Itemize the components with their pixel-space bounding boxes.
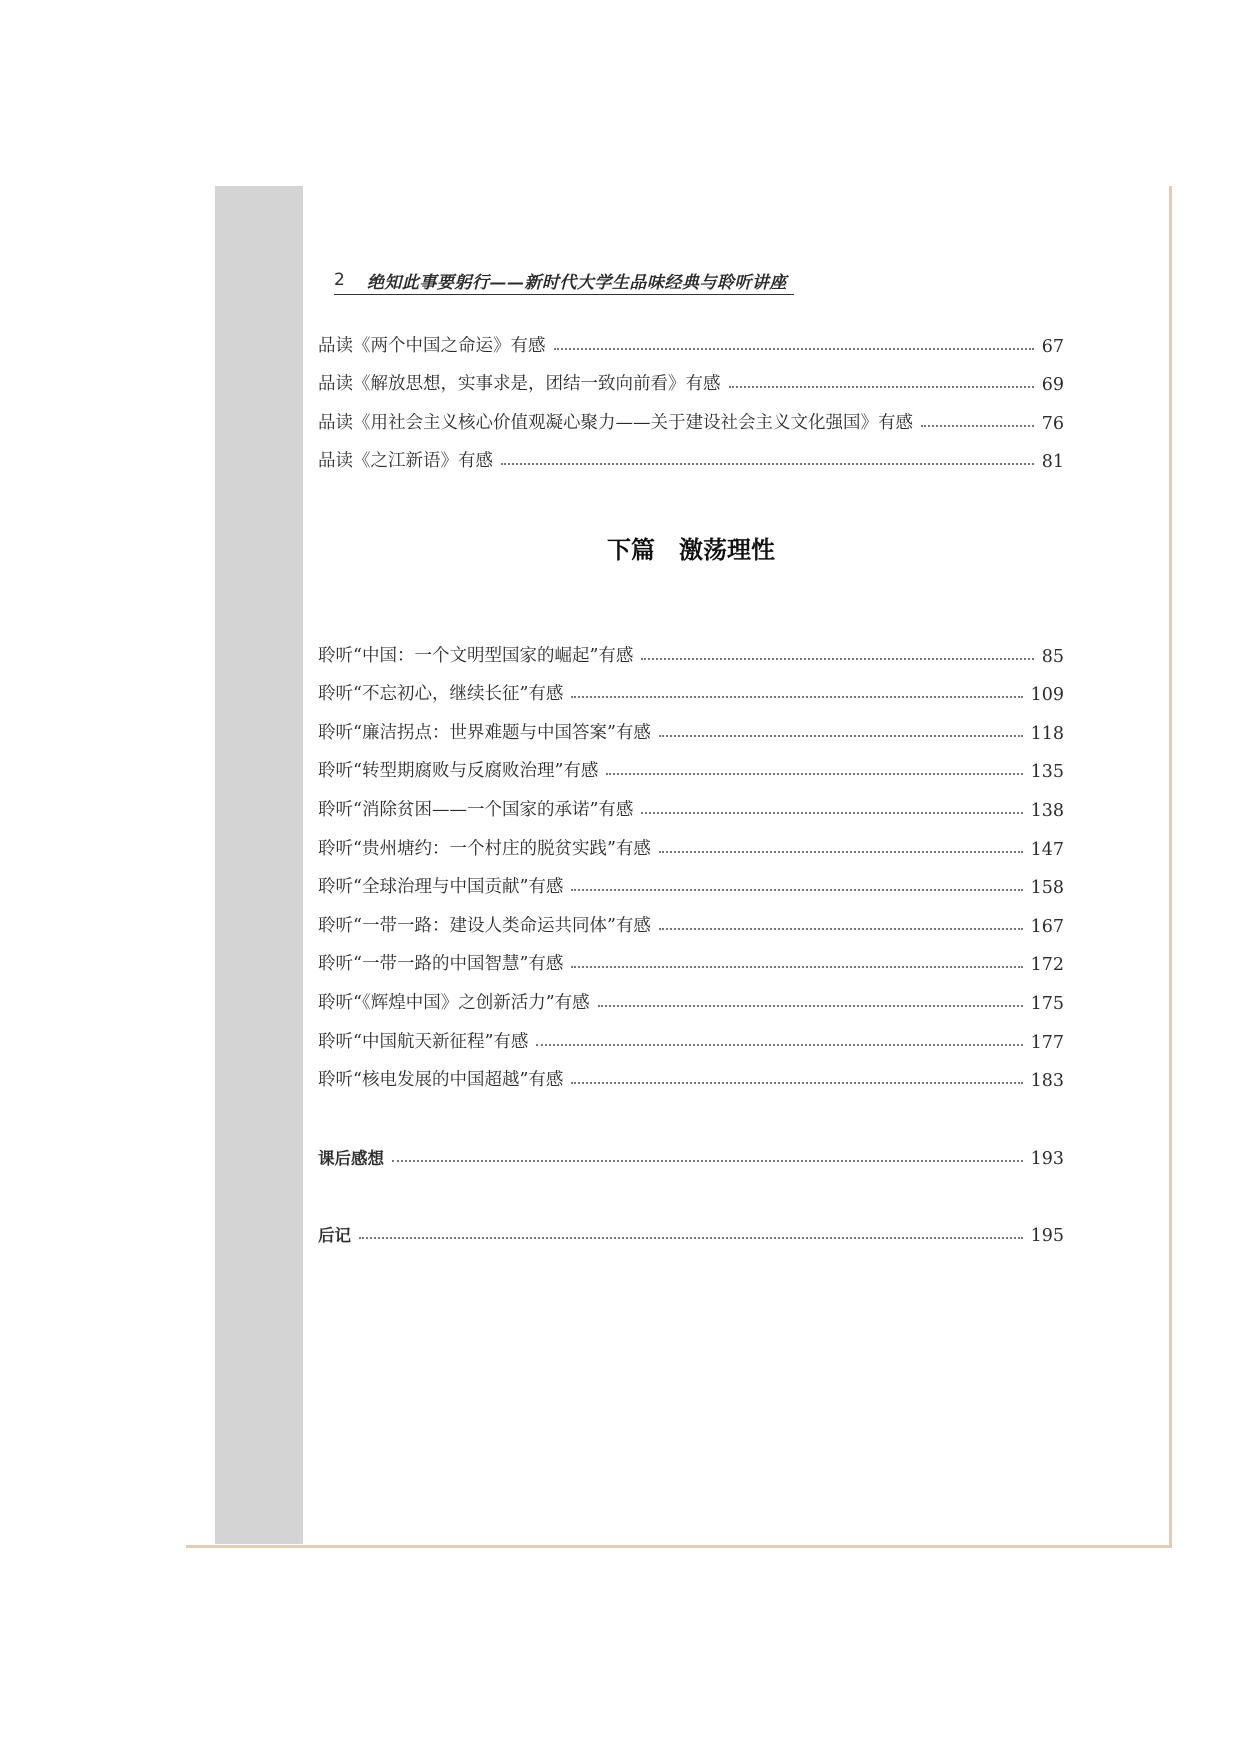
toc-entry-page: 85: [1041, 646, 1064, 667]
toc-entry-title: 聆听“中国：一个文明型国家的崛起”有感: [318, 645, 634, 666]
toc-entry[interactable]: [318, 898, 1064, 937]
dot-leader: [554, 348, 1034, 350]
dot-leader: [501, 463, 1034, 465]
toc-entry-title: 聆听“消除贫困——一个国家的承诺”有感: [318, 799, 634, 820]
toc-entry-page: 177: [1030, 1032, 1064, 1053]
dot-leader: [359, 1237, 1023, 1239]
toc-entry[interactable]: [318, 1053, 1064, 1092]
running-header: [334, 266, 794, 295]
toc-entry-title: 聆听“不忘初心，继续长征”有感: [318, 684, 564, 705]
toc-entry-title: 后记: [318, 1225, 351, 1245]
dot-leader: [571, 889, 1022, 891]
toc-entry[interactable]: [318, 318, 1064, 357]
toc-after-class: [318, 1130, 1064, 1169]
dot-leader: [571, 966, 1022, 968]
toc-lower-list: [318, 628, 1064, 1091]
page-margin-strip: [215, 186, 303, 1544]
dot-leader: [641, 658, 1033, 660]
toc-entry-page: 193: [1030, 1148, 1064, 1169]
toc-entry-title: 品读《两个中国之命运》有感: [318, 335, 546, 356]
toc-entry[interactable]: [318, 1014, 1064, 1053]
toc-entry[interactable]: [318, 628, 1064, 667]
dot-leader: [598, 1005, 1023, 1007]
toc-entry-title: 品读《解放思想，实事求是，团结一致向前看》有感: [318, 374, 721, 395]
toc-entry-title: 品读《之江新语》有感: [318, 451, 493, 472]
toc-entry-title: 品读《用社会主义核心价值观凝心聚力——关于建设社会主义文化强国》有感: [318, 412, 913, 433]
toc-entry-title: 聆听“一带一路的中国智慧”有感: [318, 954, 564, 975]
dot-leader: [571, 1082, 1022, 1084]
toc-entry[interactable]: [318, 937, 1064, 976]
toc-entry-title: 聆听“贵州塘约：一个村庄的脱贫实践”有感: [318, 838, 651, 859]
toc-entry-page: 138: [1030, 800, 1064, 821]
toc-entry-title: 聆听“全球治理与中国贡献”有感: [318, 877, 564, 898]
dot-leader: [606, 773, 1022, 775]
toc-entry-title: 聆听“核电发展的中国超越”有感: [318, 1070, 564, 1091]
dot-leader: [659, 928, 1023, 930]
dot-leader: [659, 851, 1023, 853]
toc-entry-page: 109: [1030, 685, 1064, 706]
toc-entry-page: 147: [1030, 839, 1064, 860]
toc-entry-page: 67: [1041, 336, 1064, 357]
toc-entry[interactable]: [318, 744, 1064, 783]
dot-leader: [641, 812, 1022, 814]
toc-afterword: [318, 1207, 1064, 1246]
section-title: 下篇 激荡理性: [607, 536, 775, 564]
toc-entry-page: 69: [1041, 375, 1064, 396]
header-book-title: 绝知此事要躬行——新时代大学生品味经典与聆听讲座: [366, 272, 787, 293]
toc-entry-page: 118: [1030, 723, 1064, 744]
toc-entry-page: 76: [1041, 413, 1064, 434]
toc-entry-page: 81: [1041, 452, 1064, 473]
dot-leader: [536, 1044, 1022, 1046]
dot-leader: [392, 1160, 1023, 1162]
toc-entry[interactable]: [318, 667, 1064, 706]
page-edge-right: [1169, 186, 1172, 1546]
toc-entry[interactable]: [318, 821, 1064, 860]
toc-entry[interactable]: [318, 434, 1064, 473]
toc-entry-page: 172: [1030, 955, 1064, 976]
toc-entry-page: 167: [1030, 916, 1064, 937]
toc-entry[interactable]: [318, 782, 1064, 821]
toc-entry[interactable]: [318, 357, 1064, 396]
toc-entry-page: 175: [1030, 993, 1064, 1014]
dot-leader: [921, 425, 1034, 427]
toc-entry-title: 聆听“一带一路：建设人类命运共同体”有感: [318, 915, 651, 936]
header-page-number: 2: [334, 270, 345, 290]
toc-entry-after-class[interactable]: [318, 1130, 1064, 1169]
toc-entry[interactable]: [318, 975, 1064, 1014]
toc-entry[interactable]: [318, 860, 1064, 899]
toc-entry-page: 135: [1030, 762, 1064, 783]
toc-entry-title: 聆听“转型期腐败与反腐败治理”有感: [318, 761, 599, 782]
dot-leader: [659, 735, 1023, 737]
toc-entry-title: 聆听“廉洁拐点：世界难题与中国答案”有感: [318, 722, 651, 743]
toc-entry-title: 课后感想: [318, 1148, 384, 1168]
dot-leader: [571, 696, 1022, 698]
toc-upper-list: [318, 318, 1064, 472]
toc-entry-title: 聆听“中国航天新征程”有感: [318, 1031, 529, 1052]
toc-entry[interactable]: [318, 705, 1064, 744]
toc-entry-title: 聆听“《辉煌中国》之创新活力”有感: [318, 992, 590, 1013]
toc-entry-afterword[interactable]: [318, 1207, 1064, 1246]
page-edge-bottom: [186, 1545, 1172, 1548]
toc-entry-page: 195: [1030, 1225, 1064, 1246]
dot-leader: [729, 386, 1034, 388]
toc-entry-page: 183: [1030, 1071, 1064, 1092]
toc-entry[interactable]: [318, 395, 1064, 434]
toc-entry-page: 158: [1030, 878, 1064, 899]
